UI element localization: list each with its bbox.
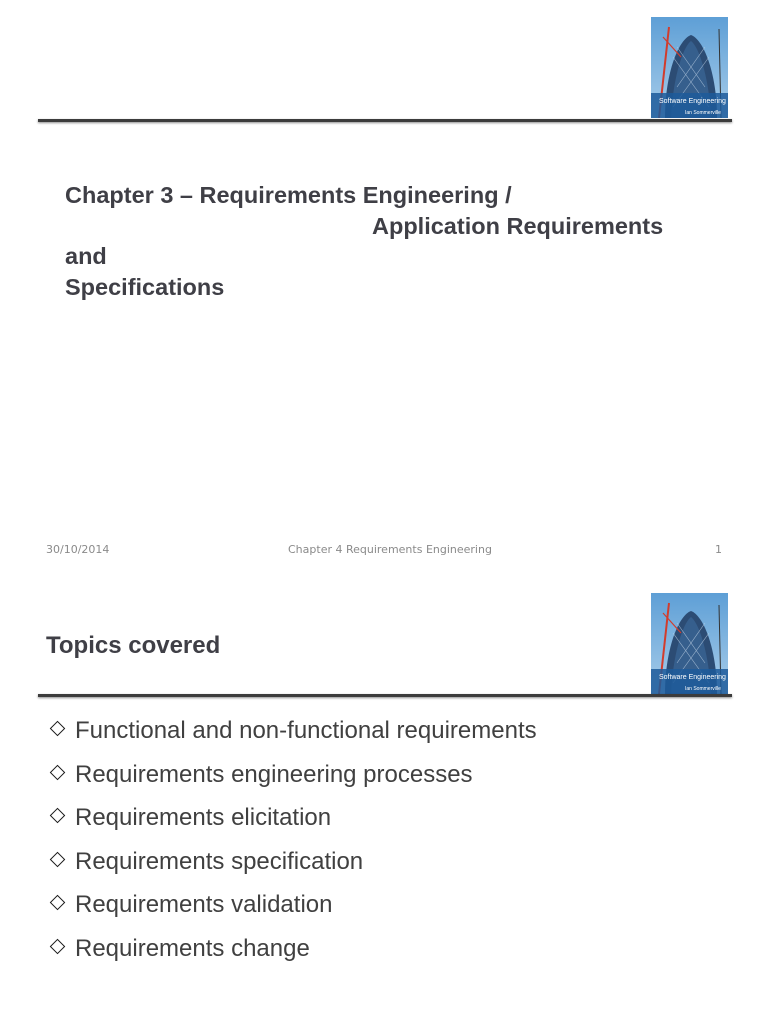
- cover-title-text: Software Engineering: [659, 98, 726, 105]
- diamond-bullet-icon: [50, 895, 66, 911]
- footer-page-number: 1: [715, 543, 722, 556]
- list-item-text: Requirements change: [75, 934, 310, 962]
- title-line-4: Specifications: [65, 273, 225, 300]
- list-item-text: Functional and non-functional requirements: [75, 717, 537, 744]
- footer-center: Chapter 4 Requirements Engineering: [288, 543, 492, 556]
- list-item-text: Requirements validation: [75, 891, 333, 918]
- cover-author-text: Ian Sommerville: [685, 686, 721, 692]
- topics-list: [48, 712, 537, 973]
- header-rule: [38, 119, 732, 122]
- list-item: [48, 712, 537, 756]
- cover-title-text: Software Engineering: [659, 674, 726, 681]
- book-cover-image-2: [651, 593, 728, 694]
- cover-author-text: Ian Sommerville: [685, 110, 721, 116]
- footer-date: 30/10/2014: [46, 543, 110, 556]
- list-item: [48, 799, 537, 843]
- list-item-text: Requirements engineering processes: [75, 760, 473, 788]
- list-item-text: Requirements specification: [75, 847, 364, 875]
- slide-1-title: [65, 180, 705, 302]
- title-line-1: Chapter 3 – Requirements Engineering /: [65, 182, 512, 208]
- title-line-2: Application Requirements: [372, 212, 664, 239]
- header-rule-2: [38, 694, 732, 697]
- list-item: [48, 886, 537, 930]
- list-item: [48, 756, 537, 800]
- diamond-bullet-icon: [50, 721, 66, 737]
- list-item-text: Requirements elicitation: [75, 804, 332, 831]
- book-cover-image: [651, 17, 728, 118]
- diamond-bullet-icon: [50, 808, 66, 824]
- list-item: [48, 930, 537, 974]
- slide-2-title: Topics covered: [46, 632, 221, 659]
- title-line-3: and: [65, 243, 107, 269]
- list-item: [48, 843, 537, 887]
- diamond-bullet-icon: [50, 851, 66, 867]
- diamond-bullet-icon: [50, 938, 66, 954]
- diamond-bullet-icon: [50, 764, 66, 780]
